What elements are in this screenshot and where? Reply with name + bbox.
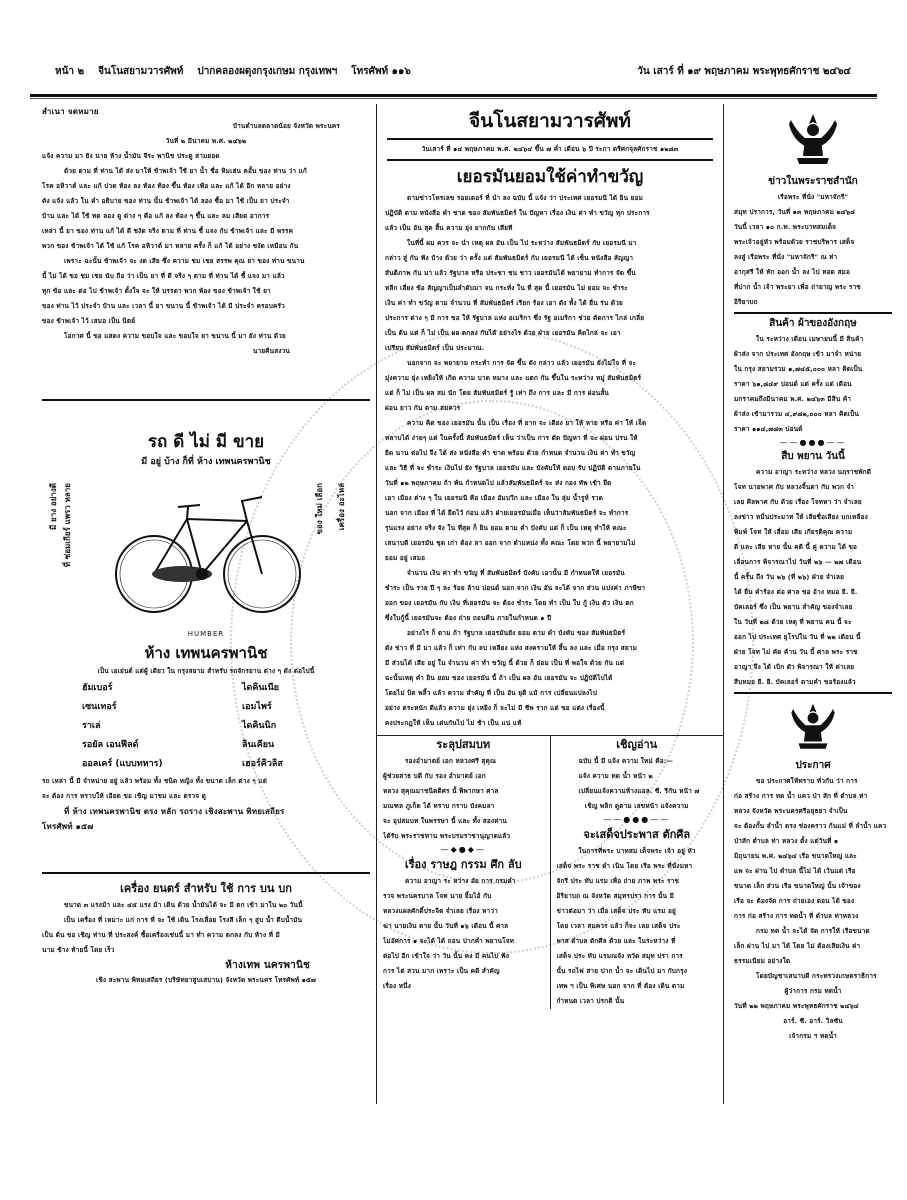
bicycle-icon [112,479,302,619]
article-line: นอก จาก เมือง ที่ ได้ ยึดไว้ ก่อน แล้ว ฝ่ายเยอรมันเมื่อ เห็นว่าสัมพันธมิตร์ จะ ทำการ [385,509,629,517]
article-line: หลีก เลี่ยง ข้อ สัญญาเป็นลำดับมา จน กระทั่ง ใน ที่ สุด นี้ เยอรมัน ไม่ ยอม จะ ชำระ [385,284,628,292]
news-line: ต่อไป อีก เข้าใจ ว่า วัน นั้น คง มี คนไป ฟัง [383,952,510,960]
engine-ad-line: ขนาด ๓ แรงม้า และ ๔๕ แรง ม้า เดิน ด้วย น้ำมันได้ จะ มี ตก เข้า มาใน ๒๐ วันนี้ [64,901,303,909]
ad-phone: โทรศัพท์ ๑๕๗ [42,822,94,831]
article-line: ดัง ข่าว ที่ มี มา แล้ว ก็ เท่า กับ ลบ เหลียง แห่ง สงครามให้ สิ้น ลง และ เมื่อ กรุง สยาม [385,644,638,652]
middle-sub-columns [377,735,723,1009]
notice-item: แจ้ง ความ ทด น้ำ หน้า ๒ [578,772,653,780]
masthead: จีนโนสยามวารศัพท์ [469,110,631,132]
letter-line: ของ ข้าพเจ้า ไว้ เสมอ เป็น นิตย์ [42,317,136,325]
article-line: ชำระ เป็น ราย ปี ๆ ละ ร้อย ล้าน ปอนด์ นอก จาก เงิน อัน จะได้ จาก ส่วน แบ่งค่า ภาษีขา [385,584,646,592]
middle-column [376,104,724,1104]
news-line: บัคเลอร์ ซึ่ง เป็น พยาน สำคัญ ของจำเลย [734,603,853,611]
news-line: ข่าวต่อมา ว่า เมื่อ เสด็จ ประ ทับ แรม อยู่ [556,907,676,915]
article-line: เอา เมือง ต่าง ๆ ใน เยอรมนี คือ เมือง อัมบวีก และ เมือง ใน ลุ่ม น้ำรูห์ รวด [385,494,604,502]
witness-news [734,449,892,690]
model-name: เฮอร์คิวลิส [242,759,283,769]
notice-item: เปลี่ยนแจ้งความห้างแอล. ซี. รีกัน หน้า ๗ [578,787,700,795]
news-line: ฝ่าย โจท ไม่ คัด ค้าน วัน นี้ ศาล พระ ราช [734,648,858,656]
engine-ad-line: เป็น เครื่อง ที่ เหมาะ แก่ การ ที่ จะ ใช้ เดิน โรงเลื่อย โรงสี เล็ก ๆ สูบ น้ำ ตีบน้ำมัน [64,916,303,924]
section-rule [42,399,370,401]
news-line: อาญา จึง ได้ เบิก ตัว พิจารณา ให้ ค่าเลย [734,663,855,671]
letter-line: ด้วย ตาม ที่ ท่าน ได้ ส่ง มาให้ ข้าพเจ้า ใช้ ยา น้ำ ชื่อ หิมเฮ่น คอั้น ของ ท่าน ว่า แก้ [64,167,307,175]
right-column [734,104,892,1044]
news-line: เทพ ฯ เป็น พิเศษ นอก จาก ที่ ต้อง เดิน ตาม [556,982,685,990]
header-rule [30,94,877,97]
news-line: จักรี ประ ทับ แรม เพื่อ ถ่าย ภาพ พระ ราช [556,877,679,885]
announcement-line: ป่าสัก ตำบล ท่า หลวง ตั้ง แต่วันที่ ๑ [734,837,839,845]
ad-side-text: มี ยาง อย่างดี [49,483,58,531]
notices-news [550,736,724,1009]
news-line: วันนี้ เวลา ๑๐ ก.ท. พระบาทสมเด็จ [734,223,837,231]
news-line: ความ อาญา ระหว่าง หลวง นฤราชพักดี [756,468,872,476]
announcement-line: ธรรมเนียม อย่างใด [734,957,791,965]
news-line: เลื่อนการ พิจารณาไป วันที่ ๒๖ — ๒๗ เดือน [734,558,862,566]
announcement-line: ขนาด เล็ก ส่วน เรือ ขนาดใหญ่ นั้น เจ้าของ [734,882,861,890]
article-line: คงประกฎให้ เห็น เด่นกันไป ไม่ ช้า เป็น แน่ แท้ [385,719,522,727]
header-rule-thin [30,98,877,99]
official-announcement [734,758,892,1044]
ad-side-text: เครื่อง อะไหล่ [337,483,346,531]
court-news-title: ข่าวในพระราชสำนัก [768,176,858,187]
masthead-rule [387,138,713,140]
royal-trip-title: จะเสด็จประพาส ตักศีล [583,828,691,841]
article-line: ประการ ต่าง ๆ มี การ ขอ ให้ รัฐบาล แห่ง อเมริกา ซึ่ง รัฐ อเมริกา ช่วย ตัดการ ไกล่ เกลี่ย [385,314,645,322]
running-head [55,60,865,82]
news-line: สืบหมอ ยี. ยี. บัคเลอร์ ตามคำ ขอร้องแล้ว [734,678,856,686]
announcement-line: หลวง จังหวัด พระนครศรีอยุธยา จำเป็น [734,807,848,815]
section-rule [734,312,892,314]
news-line: ที่ปาก น้ำ เจ้า พระยา เพื่อ ถ่ายาญ พระ ราช [734,283,861,291]
dateline: วันเสาร์ ที่ ๑๔ พฤษภาคม พ.ศ. ๒๔๖๔ ขึ้น ๗ ค่ำ เดือน ๖ ปี ระกา ตรีศกจุลศักราช ๑๒๘๓ [421,145,679,153]
garuda-emblem-icon [783,110,843,172]
article-line: ผ่อน ยาว กัน ตาม สมควร [385,404,461,412]
news-line: เลย ศิลพาศ กับ ด้วย เรื่อง โจทหา ว่า จำเลย [734,498,862,506]
engine-advertisement [42,880,370,988]
news-line: ฆ่า นายเงิน ตาย นั้น วันที่ ๑๖ เดือน นี้ ศาล [383,922,509,930]
article-line: กล่าว สู่ กัน ฟัง บ้าง ด้วย ว่า ครั้ง แต่ สัมพันธมิตร์ กับ เยอรมนี ได้ เซ็น หนังสือ สัญญา [385,254,634,262]
news-line: พระเจ้าอยู่หัว พร้อมด้วย ราชบริพาร เสด็จ [734,238,855,246]
article-line: เงิน ค่า ทำ ขวัญ ตาม จำนวน ที่ สัมพันธมิตร์ เรียก ร้อง เอา ดัง ทั้ง ได้ ยื่น ร่น ด้วย [385,299,623,307]
news-line: ไม่อัศการ ๑ จะได้ ได้ ถอน ปากคำ พยานโจท [383,937,515,945]
announcement-line: การ ก่อ สร้าง การ ทดน้ำ ที่ ตำบล ท่าหลวง [734,912,859,920]
ad-side-text: ของ ใหม่ เลือก [315,483,324,535]
article-line: รุนแรง อย่าง จริง จัง ใน ที่สุด ก็ ยิน ยอม ตาม คำ บังคับ แต่ ก็ เป็น เหตุ ทำให้ คณะ [385,524,627,532]
announcement-line: กรม ทด น้ำ จะได้ จัด การให้ เรือขนาด [756,927,870,935]
left-column [42,104,370,988]
engine-ad-shop: ห้างเทพ นครพานิช [225,960,310,971]
bicycle-advertisement [42,429,370,834]
notice-note: เชิญ พลิก ดูตาม เลขหน้า แจ้งความ [584,802,689,810]
shop-name: ห้าง เทพนครพานิช [144,644,268,662]
court-news [734,174,892,310]
letter-line: โรค อหิวาต์ และ แก้ ปวด ท้อง ลง ท้อง ท้อง ขึ้น ท้อง เฟ้อ และ แก้ ได้ อีก หลาย อย่าง [42,182,291,190]
news-line: ลงข่าว หมิ่นประมาท ให้ เสียชื่อเสียง บกเหลือง [734,513,868,521]
news-line: ใน ระหว่าง เดือน เมษายนนี้ มี สินค้า [756,335,864,343]
lead-article [377,191,723,731]
article-line: อย่างไร ก็ ตาม ถ้า รัฐบาล เยอรมันยัง ยอม ตาม คำ บังคับ ของ สัมพันธมิตร์ [407,629,626,637]
page-label: หน้า ๒ [55,65,85,77]
news-line: มณฑล ภูเก็ต ได้ ทราบ กราบ บังคมลา [383,802,495,810]
article-line: อย่าง ตระหนัก ดีแล้ว ความ ยุ่ง เหยิง ก็ จะไม่ มี ชีพ ราก แต่ ขอ แต่ง เรื่องนี้ [385,704,605,712]
news-line: ลงสู่ เรือพระ ที่นั่ง "มหาจักรี" ณ ท่า [734,253,838,261]
letter-line: เพราะ ฉะนั้น ข้าพเจ้า จะ งด เสีย ซึ่ง ความ ชม เชย สรรพ คุณ ยา ของ ท่าน ขนาน [64,257,305,265]
model-name: รอยัล เอนฟีลด์ [82,740,139,750]
witness-news-title: สืบ พยาน วันนี้ [781,451,845,462]
article-line: ฉะนั้นเหตุ คำ ยิน ยอม ของ เยอรมัน นี้ ถ้า เป็น ผล อัน เยอรมัน จะ ปฏิบัติไปได้ [385,674,613,682]
article-line: และ วิธี ที่ จะ ชำระ เงินไป ยัง รัฐบาล เยอรมัน และ บังคับให้ ตอบ รับ ปฏิบัติ ตามภายใน [385,464,641,472]
news-line: อิริยาบถ [734,298,758,306]
lead-headline: เยอรมันยอมใช้ค่าทำขวัญ [456,167,644,187]
article-line: สันติภาพ กัน มา แล้ว รัฐบาล หรือ ประชา ชน ชาว เยอรมันได้ พยายาม ทำการ จัด ขึ้น [385,269,636,277]
ad-footer-line: รถ เหล่า นี้ มี จำหน่าย อยู่ แล้ว พร้อม ทั้ง ชนิด หญิง ทั้ง ขนาด เล็ก ต่าง ๆ แต่ [42,777,268,785]
news-line: กำหนด เวลา ปรกติ นั้น [556,997,625,1005]
ornament-divider: —◆●◆— [440,845,486,854]
letter-line: ของ ท่าน ไว้ ประจำ บ้าน และ เวลา นี้ ยา ขนาน นี้ ข้าพเจ้า ได้ มี ประจำ ครอบครัว [42,302,285,310]
letter-line: บ้าน และ ได้ ใช้ ทด ลอง ดู ต่าง ๆ คือ แก้ ลง ท้อง ๆ ขึ้น และ ลม เสียด อาการ [42,212,270,220]
news-line: เสด็จ ประ ทับ แรมณจัง หวัด สมุท ปรา การ [556,952,683,960]
trade-news-title: สินค้า ผ้าของอังกฤษ [769,318,857,329]
court-news-subtitle: เรือพระ ที่นั่ง "มหาจักรี" [777,193,849,201]
article-line: ซึ่งใบกู้นี้ เยอรมันจะ ต้อง ถ่าย ถอนคืน ภายในกำหนด ๑ ปี [385,614,552,622]
letter-line: พวก ของ ข้าพเจ้า ได้ ใช้ แก้ โรค อหิวาต์ มา หลาย ครั้ง ก็ แก้ ได้ อย่าง ชงัด เหมือน กัน [42,242,299,250]
announcement-line: มิถุนายน พ.ศ. ๒๔๖๔ เรือ ขนาดใหญ่ และ [734,852,857,860]
ad-intro: เป็น เอเย่นต์ แต่ผู้ เดียว ใน กรุงสยาม สำหรับ รถจักรยาน ต่าง ๆ ดัง ต่อไปนี้ [97,667,315,675]
notice-intro: ฉบับ นี้ มี แจ้ง ความ ใหม่ คือ:— [578,757,674,765]
engine-ad-line: นาม ข้าง ท้ายนี้ โดย เร็ว [42,946,115,954]
news-line: หลวงแผลศักดิ์ประจิต จำเลย เรื่อง หาว่า [383,907,498,915]
article-line: เสนาบดี เยอรมัน ชุด เก่า ต้อง ลา ออก จาก ตำแหน่ง ทั้ง คณะ โดย พวก นี้ พยายามไม่ [385,539,636,547]
news-line: มกราคมถึงมีนาคม พ.ศ. ๒๔๖๓ มีสิน ค้า [734,395,852,403]
engine-ad-line: เป็น ต้น ขอ เชิญ ท่าน ที่ ประสงค์ ซื้อเครื่องเช่นนี้ มา ทำ ความ ตกลง กับ ห้าง ที่ มี [42,931,280,939]
news-line: ในการที่พระ บาทสม เด็จพระ เจ้า อยู่ หัว [578,847,696,855]
ornament-divider: ——●●●—— [779,438,847,447]
letter-line: นี้ ไม่ ได้ ขอ ชม เชย นับ ถือ ว่า เป็น ยา ที่ ดี จริง ๆ ตาม ที่ ท่าน ได้ ชี้ แจง มา แล้ว [42,272,285,280]
model-name: เซนเทอร์ [82,702,117,712]
news-line: รวจ พระนครบาล โจท นาย ยิ้มไอ้ กับ [383,892,492,900]
news-line: ความ อาญา ระ หว่าง อัย การ กรมคำ [405,877,516,885]
bicycle-model-list [42,679,370,774]
paper-phone: โทรศัพท์ ๑๑๖ [351,65,411,77]
model-name: ลินเคียน [242,740,275,750]
news-line: รองอำมาตย์ เอก หลวงศรี สุคุณ [405,757,497,765]
model-name: เอมไพร์ [242,702,272,712]
announcement-title: ประกาศ [795,760,831,771]
news-line: นี้ ครั้น ถึง วัน ๒๖ (ที่ ๒๖) ฝ่าย จำเลย [734,573,845,581]
article-line: มุ่งความ ยุ่ง เหยิงให้ เกิด ความ บาด หมาง และ แตก กัน ขึ้นใน ระหว่าง หมู่ สัมพันธมิตร์ [385,374,642,382]
news-line: ราคา ๑๑๔,๗๘๓ ปอนด์ [734,425,803,433]
announcement-signatory-title: เจ้ากรม ฯ ทดน้ำ [789,1032,837,1040]
news-line: จะ อุปสมบท ในพรรษา นี้ และ ทั้ง สองท่าน [383,817,507,825]
announcement-date: วันที่ ๒๒ พฤษภาคม พระพุทธศักราช ๒๔๖๔ [734,1002,859,1010]
news-line: ใน กรุง สยามรวม ๑,๗๔๕,๐๐๐ หลา คิดเป็น [734,365,863,373]
letter-signature: นายคืนสงวน [252,347,290,355]
model-name: ฮัมเบอร์ [82,683,113,693]
letter-heading: สำเนา จดหมาย [42,107,99,116]
news-line: ผู้ช่วยสาธ บดี กับ รอง อำมาตย์ เอก [383,772,486,780]
ad-subtitle: มี อยู่ บ้าง ก็ที่ ห้าง เทพนครพานิช [141,457,271,467]
section-rule [42,872,370,874]
news-line: โดย เวลา สมควร แล้ว ก็จะ เลย เสด็จ ประ [556,922,681,930]
model-name: ไดคินนิก [242,721,277,731]
letter-line: โอกาศ นี้ ขอ แสดง ความ ขอบใจ และ ขอบใจ ยา ขนาน นี้ มา ยัง ท่าน ด้วย [64,332,286,340]
ornament-divider: ——●●●—— [603,815,671,824]
court-story-title: เรื่อง ราษฎ กรรม ศึก ลับ [404,858,522,871]
article-line: แล้ว เป็น อัน สุด สิ้น ความ ยุ่ง ยากกัน เสียที [385,224,513,232]
article-line: จำนวน เงิน ค่า ทำ ขวัญ ที่ สัมพันธมิตร์ บังคับ เอานั้น มี กำหนดให้ เยอรมัน [407,569,625,577]
ad-side-text: ที่ ซ่อมเกียร์ แพรว หลาย [63,483,72,568]
announcement-line: ก่อ สร้าง การ ทด น้ำ แคว ป่า สัก ที่ ตำบล ท่า [734,792,868,800]
engine-ad-title: เครื่อง ยนตร์ สำหรับ ใช้ การ บน บก [120,882,292,895]
article-line: ยืด นาน ต่อไป จึง ได้ ส่ง หนังสือ คำ ขาด พร้อม ด้วย กำหนด จำนวน เงิน ค่า ทำ ขวัญ [385,449,636,457]
article-line: ความ คิด ของ เยอรมัน นั้น เป็น เรื่อง ที่ ยาก จะ เดียง ยา ให้ หาย หรือ ค่า ให้ เจ็ด [407,419,647,427]
news-line: เสด็จ พระ ราช ดำ เนิน โดย เรือ พระ ที่นั่งมหา [556,862,693,870]
news-line: ราคา ๖๑,๘๔๙ ปอนด์ แต่ ครั้ง แต่ เดือน [734,380,852,388]
ad-footer-line: ที่ ห้าง เทพนครพานิช ตรง หลัก รถราง เชิงสะพาน พิทยเสถียร [64,807,285,816]
bicycle-brand: HUMBER [187,630,225,638]
news-line: ผ้าส่ง เข้ามารวม ๔,๙๘๒,๐๐๐ หลา คิดเป็น [734,410,859,418]
news-line: โจท นายพาศ กับ หลวงจิ้นตา กับ พวก จำ [734,483,855,491]
letter-line: แจ้ง ความ มา ยัง นาย ห้าง น้ำมัน จีระ พานิช ประตู สามยอด [42,152,220,160]
news-line: ออก ไป ประเทศ ยุโรปใน วัน ที่ ๒๒ เดือน นี้ [734,633,861,641]
article-line: เปรียบ สัมพันธมิตร์ เป็น ประมาณ. [385,344,485,352]
article-line: แต่ ก็ ไม่ เป็น ผล สม นัก โดย สัมพันธมิตร์ รู้ เท่า ถึง การ และ มี การ ผ่อนสั้น [385,389,609,397]
trade-news [734,316,892,437]
news-line: เรื่อง หนึ่ง [383,982,412,990]
news-line: อากุสรี ให้ ทัก ออก น้ำ ลง ไป ทอด สมอ [734,268,851,276]
article-line: ตามข่าวโทรเลข รอยเตอร์ ที่ นำ ลง ฉบับ นี้ แจ้ง ว่า ประเทศ เยอรมนี ได้ ยิน ยอม [407,194,644,202]
news-line: พิมพ์ โจท ให้ เสื่อม เสีย เกียรติคุณ ความ [734,528,853,536]
news-line: ดี และ เสีย หาย นั้น คดี นี้ คู่ ความ ได้ ขอ [734,543,858,551]
article-line: ในที่นี้ ผม ควร จะ นำ เหตุ ผล อัน เป็น ไป ระหว่าง สัมพันธมิตร์ กับ เยอรมนี มา [407,239,637,247]
letter-line: ทุก ข้อ และ ต่อ ไป ข้าพเจ้า ตั้งใจ จะ ให้ บรรดา พวก พ้อง ของ ข้าพเจ้า ใช้ ยา [42,287,271,295]
announcement-authority: ผู้ว่าการ กรม ทดน้ำ [784,987,842,995]
article-line: ออก ของ เยอรมัน กับ เงิน ที่เยอรมัน จะ ต้อง ชำระ โดย ทำ เป็น ใบ กู้ เงิน ตัว เงิน ตก [385,599,634,607]
ad-footer-line: จะ ต้อง การ ทราบให้ เอียด ขอ เชิญ มาชม และ ตรวจ ดู [42,792,207,800]
news-line: หลวง สุคุณมาชนิตติศร นั้ พิพากษา ศาล [383,787,499,795]
ad-title: รถ ดี ไม่ มี ขาย [147,432,265,452]
section-rule [734,692,892,694]
model-name: ออลเคร์ (แบบทหาร) [82,759,163,769]
news-line: ได้ ยื่น คำร้อง ต่อ ศาล ขอ อ้าง หมอ ยี. ยี. [734,588,858,596]
article-line: หลาบได้ ง่ายๆ แต่ ในครั้งนี้ สัมพันธมิตร์ เห็น ว่าเป็น การ ตัด ปัญหา ที่ จะ ผ่อน ปรน ให้ [385,434,638,442]
article-line: ปฏิบัติ ตาม หนังสือ คำ ขาด ของ สัมพันธมิตร์ ใน ปัญหา เรื่อง เงิน ค่า ทำ ขวัญ ทุก ประการ [385,209,650,217]
issue-date: วัน เสาร์ ที่ ๑๙ พฤษภาคม พระพุทธศักราช ๒๔๖๔ [637,65,851,77]
ordination-title: ระลุปสมบท [436,738,491,751]
model-name: ราเล่ [82,721,101,731]
announcement-line: ขอ ประกาศให้ทราบ ทั่วกัน ว่า การ [756,777,858,785]
please-read-title: เชิญอ่าน [616,738,658,751]
article-line: วันที่ ๑๒ พฤษภาคม ถ้า พ้น กำหนดไป แล้วสัมพันธมิตร์ จะ ส่ง กอง ทัพ เข้า ยึด [385,479,612,487]
article-line: โดยไม่ บิด พลิ้ว แล้ว ความ สำคัญ ที่ เป็น อัน ยุติ แม้ การ เปลี่ยนแปลงไป [385,689,597,697]
article-line: ยอม อยู่ เสมอ [385,554,426,562]
letter-line: ดัง แจ้ง แล้ว ใน คำ อธิบาย ของ ท่าน นั้น ข้าพเจ้า ได้ ลอง ซื้อ มา ใช้ เป็น ยา ประจำ [42,197,290,205]
announcement-line: เล็ก ผ่าน ไป มา ได้ โดย ไม่ ต้องเสียเงิน ค่า [734,942,861,950]
model-name: ไดคินเนีย [242,683,280,693]
announcement-line: แพ จะ ผ่าน ไป ตำบล นี้ไม่ ได้ เว้นแต่ เรือ [734,867,856,875]
paper-name: จีนโนสยามวารศัพท์ [98,65,184,77]
news-line: ใน วันที่ ๒๘ ด้วย เหตุ ที่ พยาน คน นี้ จะ [734,618,852,626]
letter-date: วันที่ ๒ มีนาคม พ.ศ. ๒๔๖๒ [165,137,247,145]
news-line: ได้รับ พระราชทาน พระบรมราชานุญาตแล้ว [383,832,511,840]
court-news-place-date: สมุท ปราการ, วันที่ ๑๓ พฤษภาคม ๒๔๖๔ [734,208,856,216]
news-line: พาส ตำบล ตักศีล ด้วย และ ในระหว่าง ที่ [556,937,676,945]
announcement-line: จะ ต้องกั้น ลำน้ำ ตรง ช่องคราว ก้นแม่ ที่ ลำน้ำ แคว [734,822,887,830]
testimonial-letter [42,104,370,359]
article-line: มี ส่วนได้ เสีย อยู่ ใน จำนวน ค่า ทำ ขวัญ นี้ ด้วย ก็ ย่อม เป็น ที่ พอใจ ด้วย กัน แต่ [385,659,625,667]
ordination-news [377,736,550,1009]
news-line: นั้น รถไฟ สาย ปาก น้ำ จะ เดินไป มา กับกรุง [556,967,688,975]
news-line: การ ไต่ สวน มาก เพราะ เป็น คดี สำคัญ [383,967,500,975]
announcement-line: เรือ จะ ต้องจัด การ ถ่ายเอง ตอน ได้ ของ [734,897,855,905]
article-line: เป็น ต้น แต่ ก็ ไม่ เป็น ผล ตกลง กันได้ อย่างไร ด้วย ฝ่าย เยอรมัน คิดไกล่ จะ เอา [385,329,621,337]
dateline-rule [387,159,713,161]
article-line: นอกจาก จะ พยายาม กระทำ การ จัด ขึ้น ดัง กล่าว แล้ว เยอรมัน ยังไม่ใจ ที่ จะ [407,359,637,367]
announcement-authority: โดยบัญชาเสนาบดี กระทรวงเกษตราธิการ [756,972,877,980]
letter-address: บ้านตำบลตลาดน้อย จังหวัด พระนคร [232,122,340,130]
engine-ad-address: เชิง สะพาน พิทยเสถียร (บริษัทยาสูบเสบาน) จังหวัด พระนคร โทรศัพท์ ๑๕๗ [96,976,316,984]
news-line: อิริยาบถ ณ จังหวัด สมุทรปรา การ นั้น มี [556,892,674,900]
paper-address: ปากคลองผดุงกรุงเกษม กรุงเทพฯ [197,65,338,77]
bicycle-illustration [42,473,370,623]
garuda-emblem-icon [785,700,841,756]
letter-line: เหล่า นี้ ยา ของ ท่าน แก้ ได้ ดี ชงัด จริง ตาม ที่ ท่าน ชี้ แจง กับ ข้าพเจ้า และ มี พรรค [42,227,294,235]
announcement-signatory: อาร์. ซี. อาร์. วิลซัน [783,1017,843,1025]
news-line: ผ้าส่ง จาก ประเทศ อังกฤษ เข้า มาจำ หน่าย [734,350,862,358]
